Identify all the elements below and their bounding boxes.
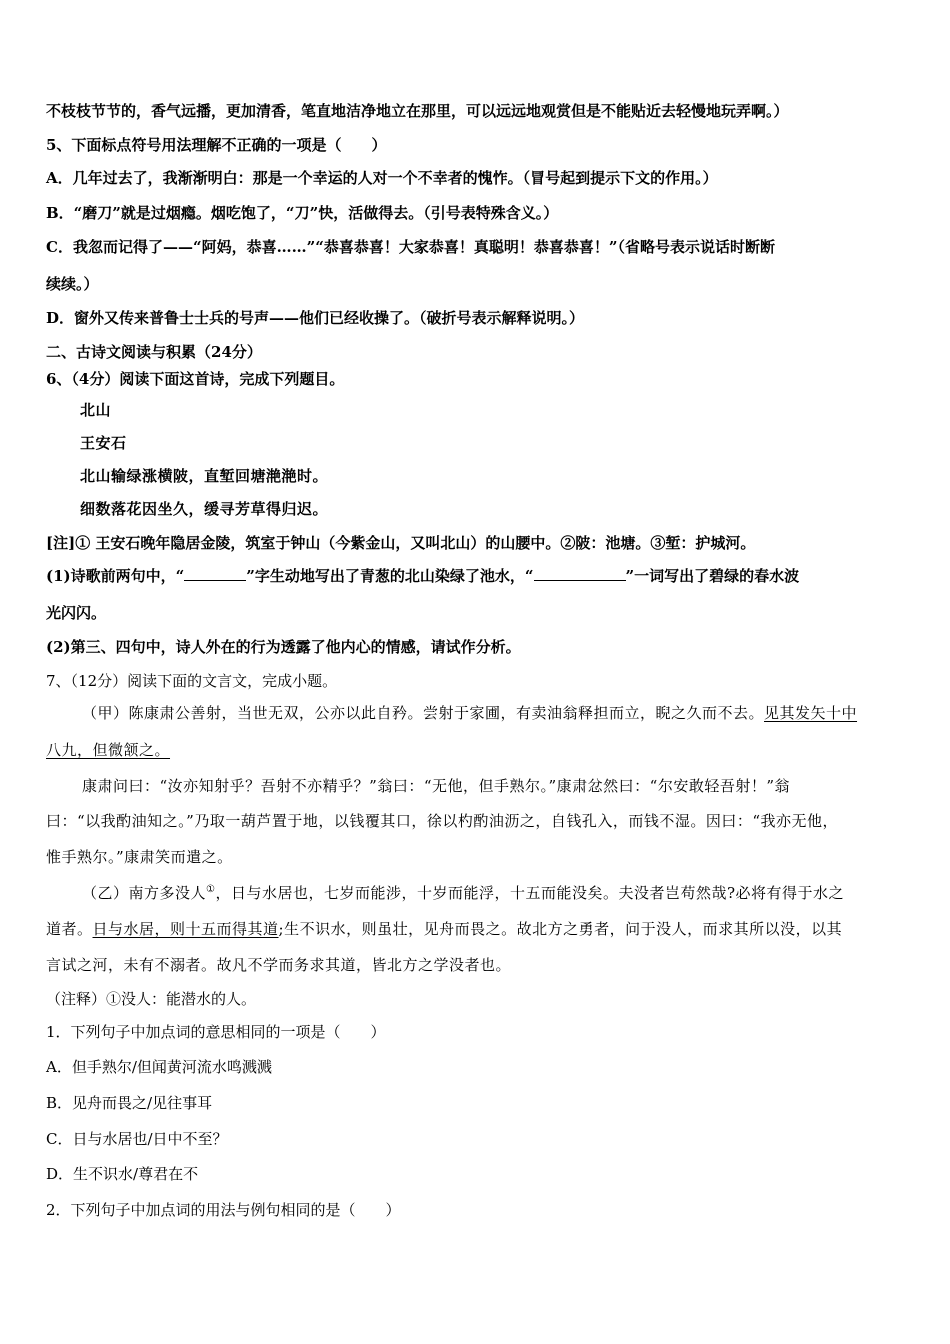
- text-fragment: ”字生动地写出了青葱的北山染绿了池水，“: [246, 567, 534, 585]
- passage-line: 言试之河，未有不溺者。故凡不学而务求其道，皆北方之学没者也。: [46, 956, 512, 974]
- text-fragment: （乙）南方多没人: [82, 884, 207, 902]
- passage-yi: [82, 883, 844, 903]
- subquestion-2: 2．下列句子中加点词的用法与例句相同的是（ ）: [46, 1201, 401, 1219]
- underlined-sentence: 八九，但微颔之。: [46, 741, 171, 759]
- option-1a: A．但手熟尔/但闻黄河流水鸣溅溅: [46, 1058, 272, 1076]
- section-heading: 二、古诗文阅读与积累（24分）: [46, 343, 262, 361]
- text-fragment: ”一词写出了碧绿的春水波: [625, 567, 800, 585]
- text-fragment: 道者。: [46, 920, 93, 938]
- option-1c: C．日与水居也/日中不至？: [46, 1130, 228, 1148]
- underlined-sentence: 日与水居，则十五而得其道: [92, 920, 279, 938]
- question-6-2: (2)第三、四句中，诗人外在的行为透露了他内心的情感，请试作分析。: [46, 638, 521, 656]
- annotation: （注释）①没人：能潜水的人。: [46, 990, 257, 1008]
- footnote-mark: ①: [206, 884, 216, 895]
- underlined-sentence: 见其发矢十中: [764, 704, 858, 722]
- passage-jia: [82, 703, 857, 723]
- poem-line: 北山输绿涨横陂，直堑回塘滟滟时。: [80, 467, 329, 485]
- text-fragment: ，日与水居也，七岁而能涉，十岁而能浮，十五而能没矣。夫没者岂苟然哉?必将有得于水之: [215, 884, 845, 902]
- answer-blank[interactable]: [534, 566, 626, 581]
- option-5a: A．几年过去了，我渐渐明白：那是一个幸运的人对一个不幸者的愧怍。（冒号起到提示下文的作用。）: [46, 169, 718, 187]
- passage-line: 曰：“以我酌油知之。”乃取一葫芦置于地，以钱覆其口，徐以杓酌油沥之，自钱孔入，而钱不湿。因曰：“我亦无他，: [46, 812, 839, 830]
- passage-line: [46, 919, 842, 939]
- answer-blank[interactable]: [184, 566, 246, 581]
- poem-line: 细数落花因坐久，缓寻芳草得归迟。: [80, 500, 329, 518]
- subquestion-1: 1．下列句子中加点词的意思相同的一项是（ ）: [46, 1023, 386, 1041]
- question-7: 7、（12分）阅读下面的文言文，完成小题。: [46, 672, 338, 690]
- option-5c: C．我忽而记得了——“阿妈，恭喜……”“恭喜恭喜！大家恭喜！真聪明！恭喜恭喜！”（省略号表示说话时断断: [46, 238, 775, 256]
- question-6-1: [46, 566, 799, 586]
- question-6-1-cont: 光闪闪。: [46, 604, 107, 622]
- text-line: 不枝枝节节的，香气远播，更加清香，笔直地洁净地立在那里，可以远远地观赏但是不能贴近去轻慢地玩弄啊。）: [46, 102, 789, 120]
- text-fragment: (1)诗歌前两句中，“: [46, 567, 185, 585]
- option-1d: D．生不识水/尊君在不: [46, 1165, 199, 1183]
- option-5c-cont: 续续。）: [46, 275, 99, 293]
- passage-line: 康肃问曰：“汝亦知射乎？吾射不亦精乎？”翁曰：“无他，但手熟尔。”康肃忿然曰：“尔安敢轻吾射！”翁: [82, 777, 791, 795]
- question-6: 6、（4分）阅读下面这首诗，完成下列题目。: [46, 370, 345, 388]
- poem-author: 王安石: [80, 434, 127, 452]
- question-5: 5、下面标点符号用法理解不正确的一项是（ ）: [46, 136, 387, 154]
- poem-title: 北山: [80, 401, 112, 419]
- option-5d: D．窗外又传来普鲁士士兵的号声——他们已经收操了。（破折号表示解释说明。）: [46, 309, 585, 327]
- option-1b: B．见舟而畏之/见往事耳: [46, 1094, 213, 1112]
- poem-note: [注]① 王安石晚年隐居金陵，筑室于钟山（今紫金山，又叫北山）的山腰中。②陂：池塘。③堑：护城河。: [46, 534, 756, 552]
- passage-line: 惟手熟尔。”康肃笑而遣之。: [46, 848, 233, 866]
- text-fragment: （甲）陈康肃公善射，当世无双，公亦以此自矜。尝射于家圃，有卖油翁释担而立，睨之久而不去。: [82, 704, 765, 722]
- text-fragment: ;生不识水，则虽壮，见舟而畏之。故北方之勇者，问于没人，而求其所以没，以其: [278, 920, 843, 938]
- option-5b: B．“磨刀”就是过烟瘾。烟吃饱了，“刀”快，活做得去。（引号表特殊含义。）: [46, 204, 559, 222]
